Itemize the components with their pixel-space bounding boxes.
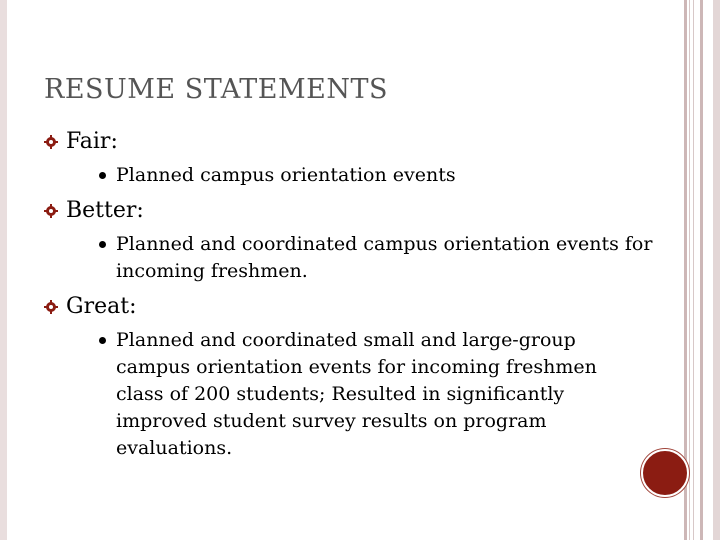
gear-icon <box>44 300 58 314</box>
bullet-dot <box>99 337 106 344</box>
section-great <box>44 293 664 321</box>
left-border-line <box>0 0 7 540</box>
section-fair <box>44 128 664 156</box>
bullet-dot <box>99 241 106 248</box>
section-better <box>44 197 664 225</box>
slide-title: RESUME STATEMENTS <box>44 74 388 105</box>
decorative-line <box>689 0 690 540</box>
gear-icon <box>44 204 58 218</box>
list-item-text: Planned campus orientation events <box>116 164 456 186</box>
list-item-text: Planned and coordinated small and large-group campus orientation events for incoming freshmen class of 200 students; Resulted in significantly improved student survey results on program evaluations. <box>116 329 597 459</box>
list-item <box>94 162 664 189</box>
list-item <box>94 231 664 285</box>
gear-icon <box>44 135 58 149</box>
bullet-list <box>44 128 664 462</box>
list-item-text: Planned and coordinated campus orientation events for incoming freshmen. <box>116 233 653 282</box>
decorative-line <box>713 0 720 540</box>
section-label: Fair: <box>66 129 118 154</box>
decorative-line <box>700 0 703 540</box>
list-item <box>94 327 631 462</box>
decorative-line <box>693 0 694 540</box>
section-label: Great: <box>66 294 137 319</box>
bullet-dot <box>99 172 106 179</box>
section-label: Better: <box>66 198 144 223</box>
decorative-circle <box>641 449 689 497</box>
